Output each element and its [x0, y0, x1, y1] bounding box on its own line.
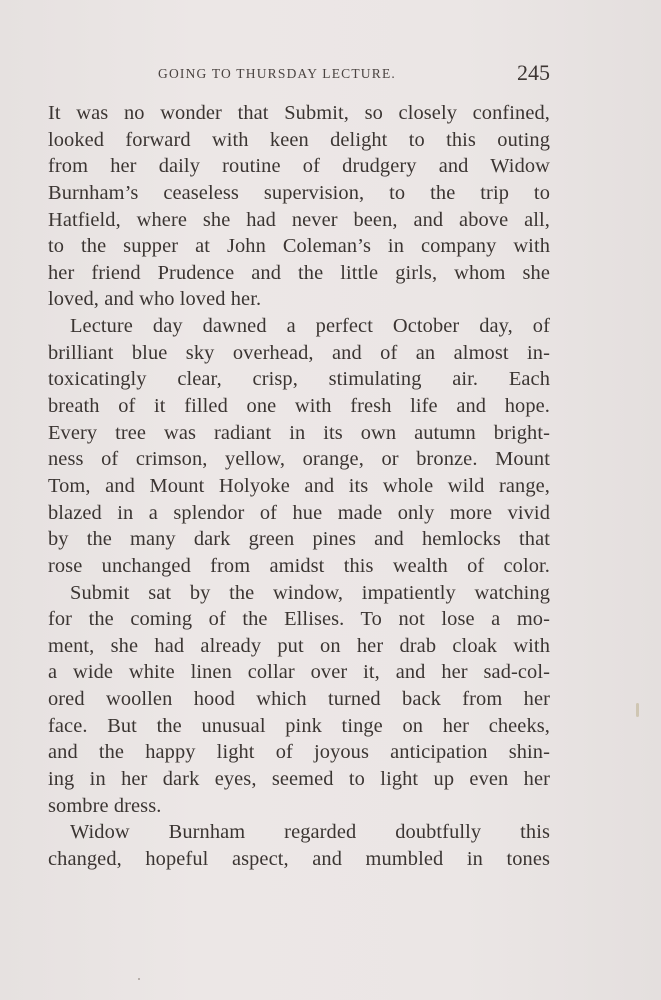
- text-line: Burnham’s ceaseless supervision, to the trip to: [48, 181, 550, 204]
- text-line: ment, she had already put on her drab cloak with: [48, 634, 550, 657]
- text-line: Tom, and Mount Holyoke and its whole wild range,: [48, 474, 550, 497]
- text-line: Submit sat by the window, impatiently watching: [70, 581, 550, 604]
- text-line: to the supper at John Coleman’s in company with: [48, 235, 550, 258]
- text-line: by the many dark green pines and hemlocks that: [48, 528, 550, 551]
- text-line: toxicatingly clear, crisp, stimulating air. Each: [48, 368, 550, 391]
- text-line: Widow Burnham regarded doubtfully this: [70, 821, 550, 844]
- text-line: for the coming of the Ellises. To not lose a mo-: [48, 608, 550, 631]
- running-head: [48, 60, 550, 90]
- text-line: ness of crimson, yellow, orange, or bronze. Mount: [48, 448, 550, 471]
- text-line: ored woollen hood which turned back from her: [48, 688, 550, 711]
- text-line: and the happy light of joyous anticipation shin-: [48, 741, 550, 764]
- text-line: It was no wonder that Submit, so closely confined,: [48, 102, 550, 124]
- text-line: face. But the unusual pink tinge on her cheeks,: [48, 714, 550, 737]
- text-line: a wide white linen collar over it, and her sad-col-: [48, 661, 550, 684]
- text-line: breath of it filled one with fresh life and hope.: [48, 395, 550, 418]
- text-line: rose unchanged from amidst this wealth of color.: [48, 554, 550, 577]
- text-line: blazed in a splendor of hue made only more vivid: [48, 501, 550, 524]
- text-line: brilliant blue sky overhead, and of an almost in-: [48, 341, 550, 364]
- text-line: sombre dress.: [48, 794, 162, 817]
- text-line: Lecture day dawned a perfect October day, of: [70, 315, 550, 338]
- paper-speck: [138, 978, 140, 980]
- margin-ink-mark: [636, 703, 639, 717]
- text-line: Every tree was radiant in its own autumn bright-: [48, 421, 550, 444]
- text-line: her friend Prudence and the little girls, whom she: [48, 261, 550, 284]
- text-line: loved, and who loved her.: [48, 288, 262, 311]
- running-title: GOING TO THURSDAY LECTURE.: [158, 66, 396, 81]
- text-line: changed, hopeful aspect, and mumbled in tones: [48, 847, 550, 870]
- text-line: ing in her dark eyes, seemed to light up even her: [48, 768, 550, 791]
- text-line: from her daily routine of drudgery and Widow: [48, 155, 550, 178]
- text-line: looked forward with keen delight to this outing: [48, 128, 550, 151]
- text-line: Hatfield, where she had never been, and above all,: [48, 208, 550, 231]
- body-text: [48, 100, 550, 873]
- page-number: 245: [517, 60, 550, 85]
